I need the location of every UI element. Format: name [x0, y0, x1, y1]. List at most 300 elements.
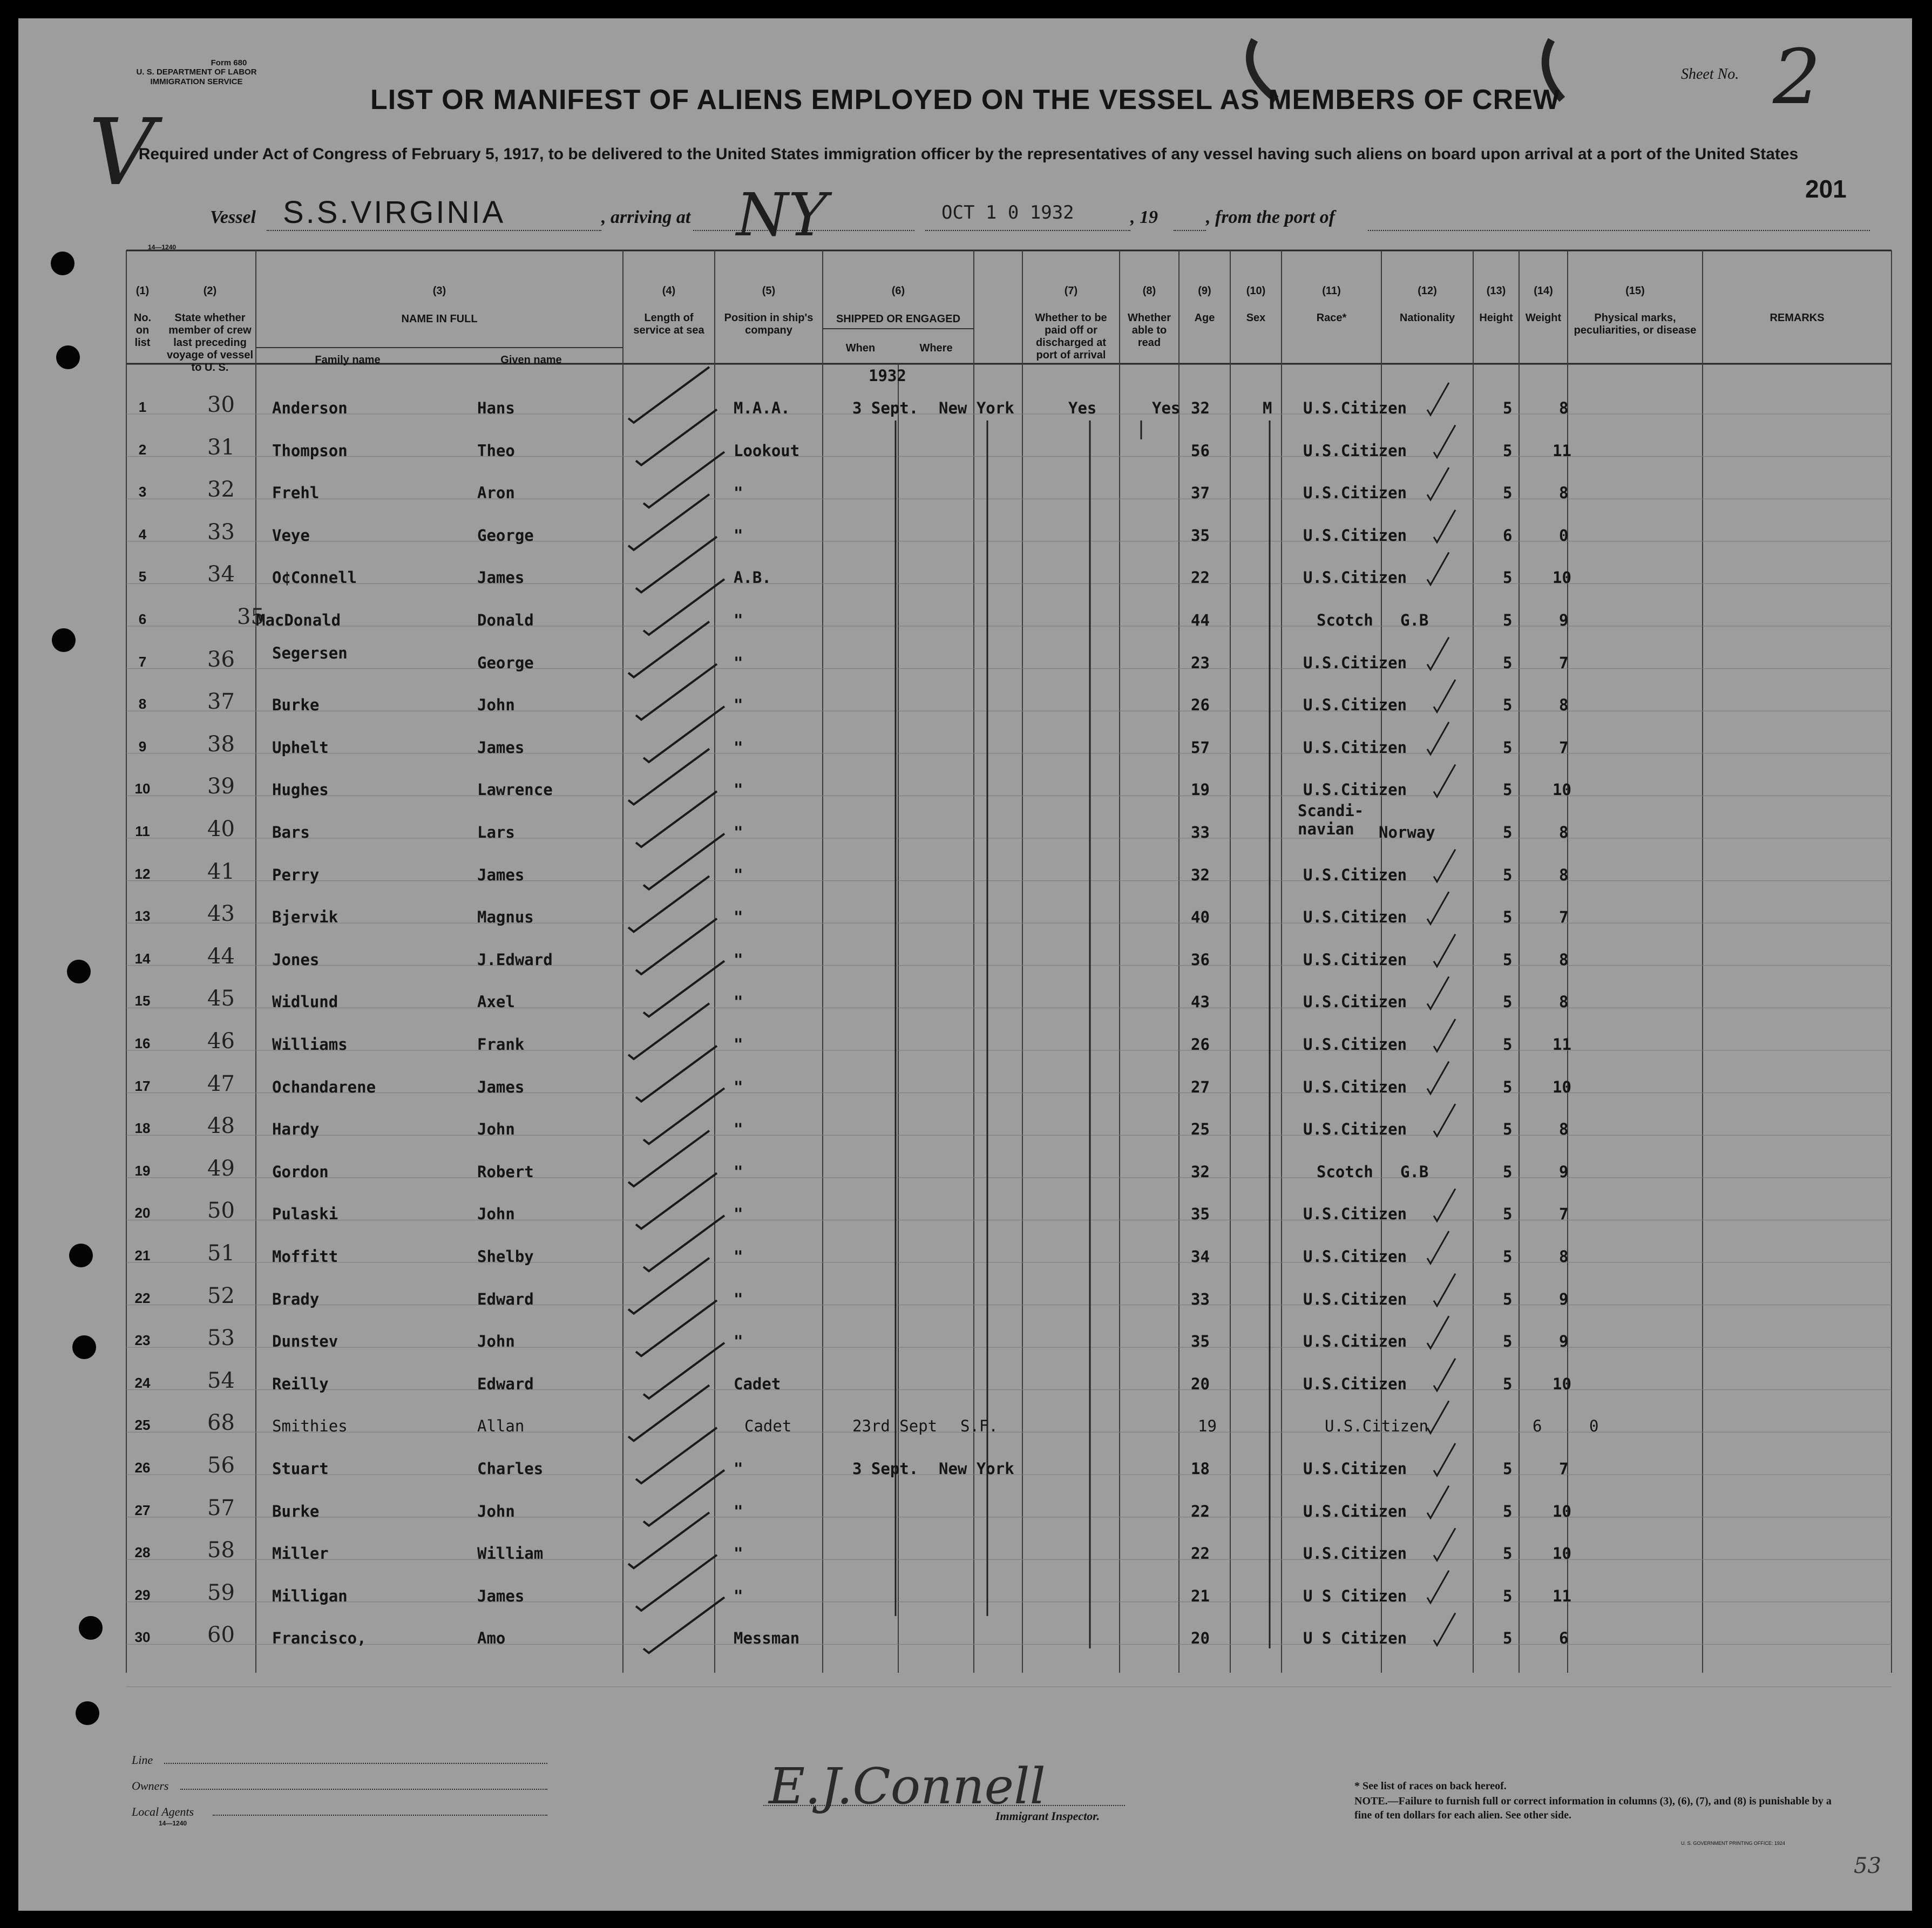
- vessel-name: S.S.VIRGINIA: [283, 195, 506, 230]
- age: 22: [1191, 1544, 1210, 1563]
- row-number: 25: [134, 1417, 151, 1434]
- given-name: Lawrence: [477, 780, 553, 799]
- weight: 8: [1559, 399, 1569, 417]
- given-name: John: [477, 1120, 515, 1139]
- column-number: (6): [891, 285, 905, 297]
- height: 5: [1503, 1502, 1513, 1520]
- date-stamp: OCT 1 0 1932: [941, 202, 1074, 223]
- weight: 8: [1559, 484, 1569, 503]
- given-name: James: [477, 1586, 525, 1605]
- weight: 7: [1559, 908, 1569, 927]
- weight: 8: [1559, 696, 1569, 715]
- previous-voyage-number: 50: [207, 1198, 235, 1224]
- age: 36: [1191, 950, 1210, 969]
- column-header: SHIPPED OR ENGAGED: [836, 313, 961, 325]
- column-number: (4): [662, 285, 676, 297]
- age: 43: [1191, 993, 1210, 1011]
- nationality-check-mark: [1427, 1231, 1449, 1264]
- weight: 8: [1559, 1247, 1569, 1266]
- height: 5: [1503, 865, 1513, 884]
- small-form-code: 14—1240: [148, 243, 177, 251]
- age: 25: [1191, 1120, 1210, 1139]
- given-name: John: [477, 696, 515, 715]
- family-name: Hardy: [272, 1120, 320, 1139]
- given-name: Allan: [477, 1417, 525, 1436]
- given-name: Lars: [477, 823, 515, 841]
- weight: 10: [1553, 1544, 1571, 1563]
- punch-hole: [52, 628, 76, 652]
- position: ": [734, 1502, 743, 1520]
- family-name: Milligan: [272, 1586, 348, 1605]
- row-number: 23: [134, 1332, 151, 1349]
- shipped-when: 23rd Sept: [852, 1417, 938, 1436]
- sheet-number: 2: [1773, 33, 1821, 121]
- weight: 11: [1553, 1035, 1571, 1054]
- punch-hole: [67, 960, 91, 983]
- column-number: (15): [1625, 285, 1645, 297]
- race: U.S.Citizen: [1303, 1332, 1407, 1351]
- family-name: Burke: [272, 1502, 320, 1520]
- weight: 0: [1559, 526, 1569, 545]
- given-name: Hans: [477, 399, 515, 417]
- position: ": [734, 1332, 743, 1351]
- row-number: 13: [134, 908, 151, 925]
- corner-check-mark: V: [89, 99, 155, 206]
- given-name: Amo: [477, 1629, 506, 1648]
- nationality: Norway: [1379, 823, 1435, 841]
- column-header: Height: [1479, 312, 1513, 324]
- column-header: Sex: [1246, 312, 1266, 324]
- height: 5: [1503, 950, 1513, 969]
- row-number: 28: [134, 1544, 151, 1561]
- agency-name: U. S. DEPARTMENT OF LABOR: [136, 67, 257, 77]
- column-number: (12): [1418, 285, 1437, 297]
- race: U.S.Citizen: [1303, 526, 1407, 545]
- race: U.S.Citizen: [1303, 993, 1407, 1011]
- height: 5: [1503, 1629, 1513, 1648]
- position: ": [734, 526, 743, 545]
- service-tick-mark: [636, 1173, 717, 1228]
- weight: 8: [1559, 993, 1569, 1011]
- family-name: Miller: [272, 1544, 329, 1563]
- form-number: Form 680: [211, 58, 247, 67]
- column-header: Race*: [1316, 312, 1347, 324]
- line-field: [164, 1763, 547, 1764]
- nationality-check-mark: [1434, 510, 1455, 542]
- column-header: Weight: [1525, 312, 1562, 324]
- service-tick-mark: [628, 1258, 709, 1314]
- nationality-check-mark: [1427, 1486, 1449, 1518]
- row-number: 11: [135, 823, 150, 839]
- signature-line: [763, 1805, 1125, 1806]
- position: ": [734, 484, 743, 503]
- height: 5: [1503, 441, 1513, 460]
- height: 6: [1533, 1417, 1542, 1436]
- service-tick-mark: [643, 961, 724, 1016]
- service-tick-mark: [643, 834, 724, 890]
- nationality-check-mark: [1434, 1104, 1455, 1136]
- service-tick-mark: [628, 876, 709, 932]
- previous-voyage-number: 35: [237, 605, 265, 629]
- able-to-read: Yes: [1152, 399, 1181, 417]
- previous-voyage-number: 32: [207, 477, 235, 503]
- column-header: No. on list: [133, 312, 152, 349]
- age: 35: [1191, 526, 1210, 545]
- position: Cadet: [734, 1374, 781, 1393]
- column-number: (10): [1246, 285, 1266, 297]
- manifest-title: LIST OR MANIFEST OF ALIENS EMPLOYED ON THE VESSEL AS MEMBERS OF CREW: [370, 84, 1560, 116]
- shipped-when: 3 Sept.: [852, 399, 919, 417]
- manifest-sheet: [18, 18, 1912, 1911]
- given-name: Frank: [477, 1035, 525, 1054]
- column-number: (13): [1486, 285, 1506, 297]
- position: Cadet: [744, 1417, 792, 1436]
- family-name: Anderson: [272, 399, 348, 417]
- age: 22: [1191, 1502, 1210, 1520]
- height: 5: [1503, 1459, 1513, 1478]
- weight: 9: [1559, 1162, 1569, 1181]
- family-name: Pulaski: [272, 1205, 338, 1224]
- arriving-label: , arriving at: [601, 207, 691, 227]
- given-name: Charles: [477, 1459, 544, 1478]
- family-name: Jones: [272, 950, 320, 969]
- row-number: 15: [134, 993, 151, 1009]
- age: 32: [1191, 1162, 1210, 1181]
- position: ": [734, 1289, 743, 1308]
- family-name: Reilly: [272, 1374, 329, 1393]
- line-label: Line: [132, 1753, 153, 1767]
- service-tick-mark: [628, 1003, 709, 1059]
- family-name: MacDonald: [256, 611, 341, 629]
- row-number: 22: [134, 1289, 151, 1306]
- column-number: (1): [135, 285, 150, 297]
- owners-field: [180, 1789, 547, 1790]
- service-tick-mark: [643, 1343, 724, 1399]
- service-tick-mark: [628, 367, 709, 423]
- nationality-check-mark: [1427, 722, 1449, 755]
- race: U.S.Citizen: [1303, 1205, 1407, 1224]
- previous-voyage-number: 36: [207, 647, 235, 672]
- race: U.S.Citizen: [1303, 399, 1407, 417]
- family-name: O¢Connell: [272, 568, 357, 587]
- race: U.S.Citizen: [1325, 1417, 1429, 1436]
- given-name: Donald: [477, 611, 534, 629]
- column-header: REMARKS: [1770, 312, 1825, 324]
- race: U.S.Citizen: [1303, 696, 1407, 715]
- given-name: Robert: [477, 1162, 534, 1181]
- service-tick-mark: [636, 1300, 717, 1356]
- column-header: State whether member of crew last preceding voyage of vessel to U. S.: [166, 312, 254, 374]
- position: ": [734, 611, 743, 629]
- nationality-check-mark: [1434, 934, 1455, 967]
- row-number: 12: [134, 865, 151, 882]
- age: 26: [1191, 1035, 1210, 1054]
- age: 20: [1191, 1629, 1210, 1648]
- previous-voyage-number: 59: [207, 1580, 235, 1605]
- paid-off: Yes: [1068, 399, 1097, 417]
- race: U.S.Citizen: [1303, 950, 1407, 969]
- height: 5: [1503, 1035, 1513, 1054]
- punch-hole: [79, 1616, 103, 1640]
- age: 26: [1191, 696, 1210, 715]
- previous-voyage-number: 39: [207, 774, 235, 799]
- age: 40: [1191, 908, 1210, 927]
- row-number: 21: [134, 1247, 151, 1264]
- age: 57: [1191, 738, 1210, 757]
- weight: 9: [1559, 1289, 1569, 1308]
- row-number: 5: [138, 568, 147, 585]
- column-subheader: When: [845, 342, 876, 354]
- previous-voyage-number: 51: [207, 1241, 235, 1266]
- weight: 10: [1553, 1077, 1571, 1096]
- row-number: 29: [134, 1586, 151, 1603]
- nationality-check-mark: [1434, 1528, 1455, 1560]
- column-number: (14): [1534, 285, 1553, 297]
- given-name: Edward: [477, 1374, 534, 1393]
- nationality-check-mark: [1427, 552, 1449, 585]
- age: 34: [1191, 1247, 1210, 1266]
- height: 6: [1503, 526, 1513, 545]
- weight: 8: [1559, 1120, 1569, 1139]
- nationality-check-mark: [1434, 425, 1455, 458]
- height: 5: [1503, 1374, 1513, 1393]
- service-tick-mark: [636, 410, 717, 465]
- page-number: 201: [1805, 175, 1847, 203]
- service-tick-mark: [643, 1088, 724, 1144]
- race: U.S.Citizen: [1303, 908, 1407, 927]
- punch-hole: [76, 1701, 99, 1725]
- nationality-check-mark: [1434, 680, 1455, 712]
- weight: 0: [1589, 1417, 1599, 1436]
- manifest-subtitle: Required under Act of Congress of February 5, 1917, to be delivered to the United States immigration officer by the representatives of any vessel having such aliens on board upon arrival at a port of the United States: [138, 145, 1799, 163]
- age: 32: [1191, 399, 1210, 417]
- given-name: Aron: [477, 484, 515, 503]
- given-name: George: [477, 526, 534, 545]
- race: U.S.Citizen: [1303, 1247, 1407, 1266]
- column-number: (2): [203, 285, 217, 297]
- previous-voyage-number: 53: [207, 1326, 235, 1351]
- service-tick-mark: [636, 1428, 717, 1483]
- height: 5: [1503, 568, 1513, 587]
- previous-voyage-number: 44: [207, 943, 235, 969]
- service-tick-mark: [636, 919, 717, 974]
- age: 56: [1191, 441, 1210, 460]
- race: U S Citizen: [1303, 1586, 1407, 1605]
- family-name: Veye: [272, 526, 310, 545]
- height: 5: [1503, 399, 1513, 417]
- race: U.S.Citizen: [1303, 780, 1407, 799]
- row-number: 1: [138, 399, 147, 415]
- race: Scotch: [1317, 611, 1373, 629]
- family-name: Frehl: [272, 484, 320, 503]
- nationality-check-mark: [1434, 1359, 1455, 1391]
- height: 5: [1503, 1544, 1513, 1563]
- height: 5: [1503, 823, 1513, 841]
- weight: 7: [1559, 1459, 1569, 1478]
- given-name: John: [477, 1205, 515, 1224]
- height: 5: [1503, 738, 1513, 757]
- row-number: 26: [134, 1459, 151, 1476]
- age: 20: [1191, 1374, 1210, 1393]
- punch-hole: [72, 1335, 96, 1359]
- age: 35: [1191, 1205, 1210, 1224]
- height: 5: [1503, 1205, 1513, 1224]
- height: 5: [1503, 1289, 1513, 1308]
- service-tick-mark: [628, 622, 709, 677]
- column-subheader: Given name: [500, 354, 562, 366]
- given-name: James: [477, 865, 525, 884]
- service-tick-mark: [636, 537, 717, 592]
- punch-hole: [51, 252, 74, 275]
- previous-voyage-number: 31: [207, 435, 235, 460]
- given-name: J.Edward: [477, 950, 553, 969]
- age: 23: [1191, 653, 1210, 672]
- height: 5: [1503, 1247, 1513, 1266]
- position: ": [734, 653, 743, 672]
- weight: 10: [1553, 1374, 1571, 1393]
- age: 27: [1191, 1077, 1210, 1096]
- column-header: Nationality: [1399, 312, 1455, 324]
- column-header: Physical marks, peculiarities, or disease: [1574, 312, 1697, 336]
- position: ": [734, 908, 743, 927]
- given-name: John: [477, 1332, 515, 1351]
- nationality-check-mark: [1434, 1019, 1455, 1051]
- arriving-port: NY: [736, 180, 828, 249]
- nationality-check-mark: [1427, 1571, 1449, 1603]
- column-subheader: Family name: [315, 354, 381, 366]
- inspector-label: Immigrant Inspector.: [995, 1809, 1100, 1823]
- height: 5: [1503, 1162, 1513, 1181]
- position: M.A.A.: [734, 399, 790, 417]
- penalty-note: NOTE.—Failure to furnish full or correct information in columns (3), (6), (7), and (8) is punishable by a fine of ten dollars for each alien. See other side.: [1354, 1795, 1832, 1821]
- weight: 8: [1559, 823, 1569, 841]
- nationality-check-mark: [1427, 1401, 1449, 1433]
- weight: 8: [1559, 865, 1569, 884]
- corner-number: 53: [1854, 1854, 1881, 1878]
- column-number: (3): [432, 285, 446, 297]
- race: U.S.Citizen: [1303, 1077, 1407, 1096]
- position: ": [734, 1459, 743, 1478]
- agents-label: Local Agents: [132, 1805, 194, 1818]
- weight: 10: [1553, 1502, 1571, 1520]
- nationality-check-mark: [1427, 1062, 1449, 1094]
- punch-hole: [69, 1244, 93, 1267]
- nationality-check-mark: [1427, 1316, 1449, 1348]
- column-number: (9): [1198, 285, 1211, 297]
- previous-voyage-number: 34: [207, 562, 235, 587]
- position: ": [734, 1162, 743, 1181]
- previous-voyage-number: 45: [207, 986, 235, 1011]
- race-note: * See list of races on back hereof.: [1354, 1780, 1507, 1792]
- date-line: [925, 230, 1130, 231]
- age: 18: [1191, 1459, 1210, 1478]
- position: ": [734, 1035, 743, 1054]
- service-tick-mark: [628, 494, 709, 550]
- sex: M: [1263, 399, 1272, 417]
- year-label: , 19: [1130, 207, 1158, 227]
- height: 5: [1503, 653, 1513, 672]
- family-name: Ochandarene: [272, 1077, 376, 1096]
- row-number: 4: [138, 526, 147, 542]
- previous-voyage-number: 40: [207, 817, 235, 841]
- race: U.S.Citizen: [1303, 441, 1407, 460]
- given-name: James: [477, 568, 525, 587]
- position: Lookout: [734, 441, 800, 460]
- weight: 6: [1559, 1629, 1569, 1648]
- nationality-check-mark: [1434, 850, 1455, 882]
- race: U.S.Citizen: [1303, 738, 1407, 757]
- service-tick-mark: [636, 1046, 717, 1102]
- nationality: G.B: [1400, 1162, 1429, 1181]
- from-port-line: [1368, 230, 1870, 231]
- column-number: (7): [1064, 285, 1078, 297]
- position: ": [734, 1077, 743, 1096]
- family-name: Uphelt: [272, 738, 329, 757]
- row-number: 9: [138, 738, 147, 755]
- previous-voyage-number: 38: [207, 731, 235, 757]
- age: 32: [1191, 865, 1210, 884]
- height: 5: [1503, 1077, 1513, 1096]
- race: U.S.Citizen: [1303, 865, 1407, 884]
- row-number: 10: [134, 780, 151, 797]
- shipped-when: 3 Sept.: [852, 1459, 919, 1478]
- previous-voyage-number: 60: [207, 1622, 235, 1648]
- year-line: [1174, 230, 1206, 231]
- given-name: James: [477, 1077, 525, 1096]
- previous-voyage-number: 52: [207, 1283, 235, 1308]
- position: ": [734, 1247, 743, 1266]
- previous-voyage-number: 43: [207, 901, 235, 927]
- position: ": [734, 738, 743, 757]
- position: ": [734, 1205, 743, 1224]
- row-number: 2: [138, 441, 147, 458]
- printer-line: U. S. GOVERNMENT PRINTING OFFICE: 1924: [1681, 1841, 1785, 1846]
- family-name: Widlund: [272, 993, 338, 1011]
- nationality-check-mark: [1434, 1189, 1455, 1221]
- row-number: 3: [138, 484, 147, 500]
- vessel-label: Vessel: [210, 207, 256, 227]
- given-name: George: [477, 653, 534, 672]
- race: U.S.Citizen: [1303, 1035, 1407, 1054]
- position: ": [734, 1544, 743, 1563]
- column-number: (5): [762, 285, 776, 297]
- column-header: Position in ship's company: [724, 312, 814, 336]
- position: ": [734, 823, 743, 841]
- agents-field: [213, 1815, 547, 1816]
- family-name: Hughes: [272, 780, 329, 799]
- given-name: William: [477, 1544, 544, 1563]
- previous-voyage-number: 30: [207, 392, 235, 417]
- service-tick-mark: [643, 1470, 724, 1526]
- service-tick-mark: [636, 791, 717, 847]
- family-name: Burke: [272, 696, 320, 715]
- service-tick-mark: [628, 1385, 709, 1441]
- agency-block: [99, 58, 294, 86]
- row-number: 16: [134, 1035, 151, 1051]
- previous-voyage-number: 33: [207, 519, 235, 545]
- row-number: 6: [138, 611, 147, 627]
- service-tick-mark: [643, 707, 724, 762]
- row-number: 19: [134, 1162, 151, 1179]
- given-name: Theo: [477, 441, 515, 460]
- family-name: Williams: [272, 1035, 348, 1054]
- position: ": [734, 865, 743, 884]
- height: 5: [1503, 1120, 1513, 1139]
- nationality-check-mark: [1434, 1274, 1455, 1306]
- previous-voyage-number: 37: [207, 689, 235, 715]
- age: 35: [1191, 1332, 1210, 1351]
- service-tick-mark: [643, 1216, 724, 1271]
